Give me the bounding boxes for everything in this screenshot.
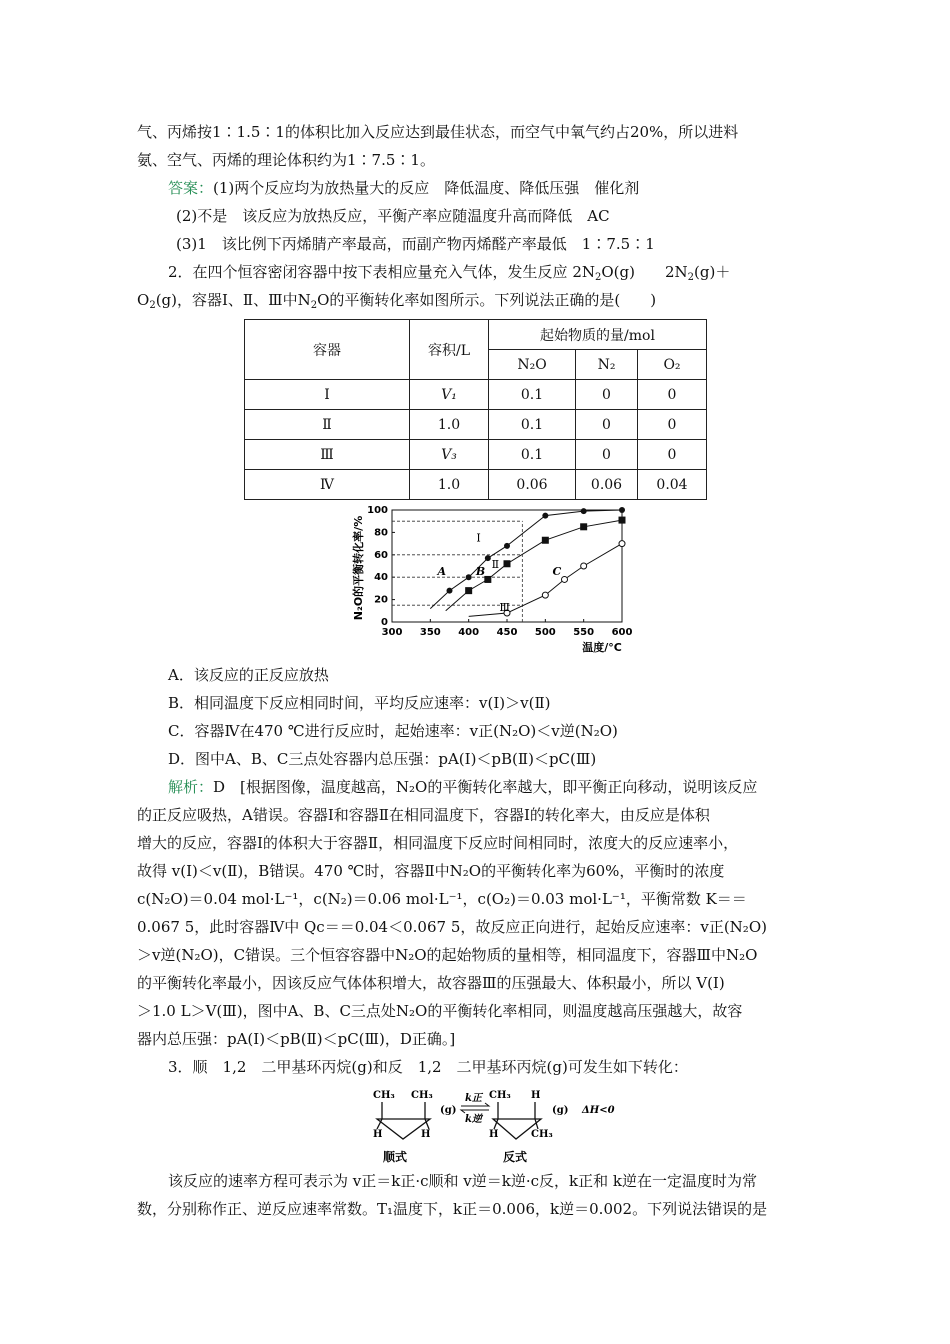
- trans-h-bottom: H: [489, 1129, 499, 1140]
- data-point: [465, 587, 472, 594]
- table-row: [245, 440, 707, 470]
- option-b: B．相同温度下反应相同时间，平均反应速率：v(Ⅰ)＞v(Ⅱ): [168, 694, 551, 712]
- table-cell: Ⅲ: [245, 440, 410, 470]
- series-line: [469, 544, 622, 617]
- data-point: [619, 517, 626, 524]
- equilibrium-arrow-icon: [461, 1103, 489, 1113]
- table-cell: 1.0: [410, 410, 489, 440]
- chart-plot-area: [367, 505, 632, 638]
- table-cell: 0: [638, 410, 707, 440]
- table-cell: 0.1: [489, 380, 576, 410]
- analysis-line-9: ＞1.0 L＞V(Ⅲ)，图中A、B、C三点处N₂O的平衡转化率相同，则温度越高压强越大，故容: [137, 1002, 743, 1020]
- x-tick-label: 300: [381, 627, 403, 638]
- analysis-line-5: c(N₂O)＝0.04 mol·L⁻¹，c(N₂)＝0.06 mol·L⁻¹，c(O₂)＝0.03 mol·L⁻¹，平衡常数 K＝＝: [137, 890, 747, 908]
- x-tick-label: 600: [611, 627, 633, 638]
- analysis-label: 解析：: [168, 778, 214, 796]
- table-row: [245, 380, 707, 410]
- analysis-line-1: [168, 776, 757, 798]
- x-tick-label: 350: [419, 627, 441, 638]
- data-point: [504, 543, 510, 549]
- table-cell: 0.06: [576, 470, 638, 500]
- series-label: Ⅱ: [491, 558, 500, 572]
- conversion-chart: [340, 500, 640, 660]
- table-cell: 0: [576, 410, 638, 440]
- table-cell: 0.1: [489, 410, 576, 440]
- data-point: [484, 576, 491, 583]
- table-header-container: 容器: [245, 320, 410, 380]
- series-line: [446, 520, 622, 611]
- data-point: [485, 555, 491, 561]
- cis-h-right: H: [421, 1129, 431, 1140]
- table-cell: 0.1: [489, 440, 576, 470]
- option-d: D．图中A、B、C三点处容器内总压强：pA(Ⅰ)＜pB(Ⅱ)＜pC(Ⅲ): [168, 750, 597, 768]
- answer-line-1: [168, 177, 639, 199]
- q2-stem-line-1: 2．在四个恒容密闭容器中按下表相应量充入气体，发生反应 $2N_2O(g)$ $2N_2(g)+$: [168, 263, 731, 283]
- table-cell: 0.04: [638, 470, 707, 500]
- analysis-line-3: 增大的反应，容器Ⅰ的体积大于容器Ⅱ，相同温度下反应时间相同时，浓度大的反应速率小，: [137, 834, 739, 852]
- data-point: [466, 574, 472, 580]
- table-cell: Ⅱ: [245, 410, 410, 440]
- trans-label: 反式: [503, 1150, 528, 1164]
- x-tick-label: 400: [458, 627, 480, 638]
- q3-stem: 3．顺 1,2 二甲基环丙烷(g)和反 1,2 二甲基环丙烷(g)可发生如下转化：: [168, 1058, 688, 1076]
- x-tick-label: 450: [496, 627, 518, 638]
- intro-line-2: 氨、空气、丙烯的理论体积约为1∶7.5∶1。: [137, 151, 435, 169]
- data-point: [542, 537, 549, 544]
- delta-h: ΔH<0: [582, 1105, 615, 1116]
- answer-line-2: (2)不是 该反应为放热反应，平衡产率应随温度升高而降低 AC: [176, 207, 610, 225]
- q3-line-2: 数，分别称作正、逆反应速率常数。T₁温度下，k正＝0.006，k逆＝0.002。下列说法错误的是: [137, 1200, 768, 1218]
- trans-phase: (g): [552, 1105, 569, 1116]
- analysis-line-2: 的正反应吸热，A错误。容器Ⅰ和容器Ⅱ在相同温度下，容器Ⅰ的转化率大，由反应是体积: [137, 806, 710, 824]
- cis-ch3-left: CH₃: [373, 1090, 395, 1101]
- cis-phase: (g): [440, 1105, 457, 1116]
- data-point: [562, 576, 568, 582]
- table-subheader-n2o: N₂O: [489, 350, 576, 380]
- q2-stem-line-2: $O_2(g)$，容器Ⅰ、Ⅱ、Ⅲ中$N_2O$的平衡转化率如图所示。下列说法正确的是( ): [137, 291, 657, 311]
- data-point: [581, 563, 587, 569]
- analysis-line-4: 故得 v(Ⅰ)＜v(Ⅱ)，B错误。470 ℃时，容器Ⅱ中N₂O的平衡转化率为60%，平衡时的浓度: [137, 862, 725, 880]
- k-forward: k正: [465, 1093, 482, 1104]
- k-reverse: k逆: [465, 1114, 482, 1125]
- point-label: A: [437, 565, 447, 579]
- option-a: A．该反应的正反应放热: [168, 666, 329, 684]
- data-point: [619, 507, 625, 513]
- table-header-amount: 起始物质的量/mol: [489, 320, 707, 350]
- y-tick-label: 80: [374, 527, 388, 539]
- table-cell: 0: [638, 380, 707, 410]
- table-subheader-n2: N₂: [576, 350, 638, 380]
- table-subheader-o2: O₂: [638, 350, 707, 380]
- trans-ch3-bottom: CH₃: [531, 1129, 553, 1140]
- table-header-row: [245, 320, 707, 350]
- data-point: [542, 513, 548, 519]
- table-row: [245, 470, 707, 500]
- table-cell: V₃: [410, 440, 489, 470]
- y-tick-label: 20: [374, 594, 388, 606]
- series-label: Ⅰ: [476, 531, 481, 545]
- y-tick-label: 100: [367, 505, 388, 516]
- answer-line-3: (3)1 该比例下丙烯腈产率最高，而副产物丙烯醛产率最低 1∶7.5∶1: [176, 235, 655, 253]
- data-point: [542, 592, 548, 598]
- data-point: [447, 588, 453, 594]
- cis-label: 顺式: [383, 1150, 408, 1164]
- trans-h-top: H: [531, 1090, 541, 1101]
- table-cell: 0: [638, 440, 707, 470]
- table-cell: Ⅰ: [245, 380, 410, 410]
- data-point: [580, 523, 587, 530]
- x-tick-label: 500: [534, 627, 556, 638]
- table-cell: 0: [576, 440, 638, 470]
- analysis-line-10: 器内总压强：pA(Ⅰ)＜pB(Ⅱ)＜pC(Ⅲ)，D正确。]: [137, 1030, 456, 1048]
- table-cell: 0.06: [489, 470, 576, 500]
- table-cell: 1.0: [410, 470, 489, 500]
- y-tick-label: 40: [374, 572, 388, 584]
- option-c: C．容器Ⅳ在470 ℃进行反应时，起始速率：v正(N₂O)＜v逆(N₂O): [168, 722, 618, 740]
- q3-line-1: 该反应的速率方程可表示为 v正＝k正·c顺和 v逆＝k逆·c反，k正和 k逆在一定温度时为常: [168, 1172, 757, 1190]
- point-label: B: [475, 565, 486, 579]
- analysis-text-1: D [根据图像，温度越高，N₂O的平衡转化率越大，即平衡正向移动，说明该反应: [213, 778, 758, 796]
- chart-y-label: N₂O的平衡转化率/%: [352, 515, 365, 621]
- table-cell: V₁: [410, 380, 489, 410]
- y-tick-label: 0: [381, 617, 388, 628]
- chart-x-label: 温度/°C: [582, 641, 622, 654]
- series-label: Ⅲ: [499, 600, 510, 614]
- data-point: [581, 508, 587, 514]
- x-tick-label: 550: [573, 627, 595, 638]
- data-point: [619, 541, 625, 547]
- cis-ch3-right: CH₃: [411, 1090, 433, 1101]
- cis-h-left: H: [373, 1129, 383, 1140]
- answer-text-1: (1)两个反应均为放热量大的反应 降低温度、降低压强 催化剂: [213, 179, 640, 197]
- analysis-line-7: ＞v逆(N₂O)，C错误。三个恒容容器中N₂O的起始物质的量相等，相同温度下，容器Ⅲ中N₂O: [137, 946, 758, 964]
- trans-ch3-top: CH₃: [489, 1090, 511, 1101]
- table-cell: 0: [576, 380, 638, 410]
- analysis-line-6: 0.067 5，此时容器Ⅳ中 Qc＝＝0.04＜0.067 5，故反应正向进行，起始反应速率：v正(N₂O): [137, 918, 767, 936]
- intro-line-1: 气、丙烯按1∶1.5∶1的体积比加入反应达到最佳状态，而空气中氧气约占20%，所以进料: [137, 123, 739, 141]
- table-cell: Ⅳ: [245, 470, 410, 500]
- analysis-line-8: 的平衡转化率最小，因该反应气体体积增大，故容器Ⅲ的压强最大、体积最小，所以 V(Ⅰ): [137, 974, 725, 992]
- answer-label: 答案：: [168, 179, 214, 197]
- table-row: [245, 410, 707, 440]
- y-tick-label: 60: [374, 549, 388, 561]
- reaction-figure: [355, 1085, 625, 1165]
- point-label: C: [552, 565, 562, 579]
- table-header-volume: 容积/L: [410, 320, 489, 380]
- data-point: [504, 560, 511, 567]
- q2-data-table: [244, 319, 707, 500]
